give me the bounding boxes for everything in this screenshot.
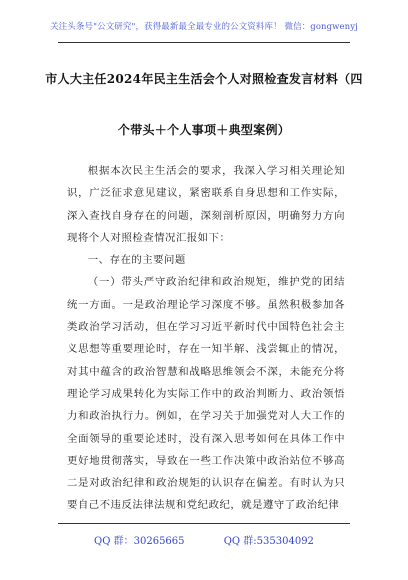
body-paragraph: （一）带头严守政治纪律和政治规矩，维护党的团结统一方面。一是政治理论学习深度不够。虽然积极参加各类政治学习活动，但在学习习近平新时代中国特色社会主义思想等重要理论时，存在一知半解、浅尝辄止的情况，对其中蕴含的政治智慧和战略思维领会不深，未能充分将理论学习成果转化为实际工作中的政治判断力、政治领悟力和政治执行力。例如，在学习关于加强党对人大工作的全面领导的重要论述时，没有深入思考如何在具体工作中更好地贯彻落实，导致在一些工作决策中政治站位不够高二是对政治纪律和政治规矩的认识存在偏差。有时认为只要自己不违反法律法规和党纪政纪，就是遵守了政治纪律 (67, 276, 345, 512)
footer (0, 532, 408, 547)
footer-divider (58, 523, 350, 524)
section-heading: 一、存在的主要问题 (87, 254, 186, 267)
document-title-line-1: 市人大主任2024年民主生活会个人对照检查发言材料（四 (45, 72, 363, 86)
intro-paragraph: 根据本次民主生活会的要求，我深入学习相关理论知识，广泛征求意见建议，紧密联系自身思想和工作实际，深入查找自身存在的问题，深刻剖析原因，明确努力方向现将个人对照检查情况汇报如下： (67, 165, 345, 244)
header-divider (58, 42, 350, 43)
document-body (67, 160, 345, 517)
header-banner: 关注头条号"公文研究"，获得最新最全最专业的公文资料库！ 微信：gongwenyj (50, 22, 358, 32)
footer-qq-group-2: QQ 群:535304092 (223, 536, 314, 547)
document-title-line-2: 个带头＋个人事项＋典型案例） (117, 123, 291, 137)
footer-qq-group-1: QQ 群：30265665 (94, 536, 185, 547)
